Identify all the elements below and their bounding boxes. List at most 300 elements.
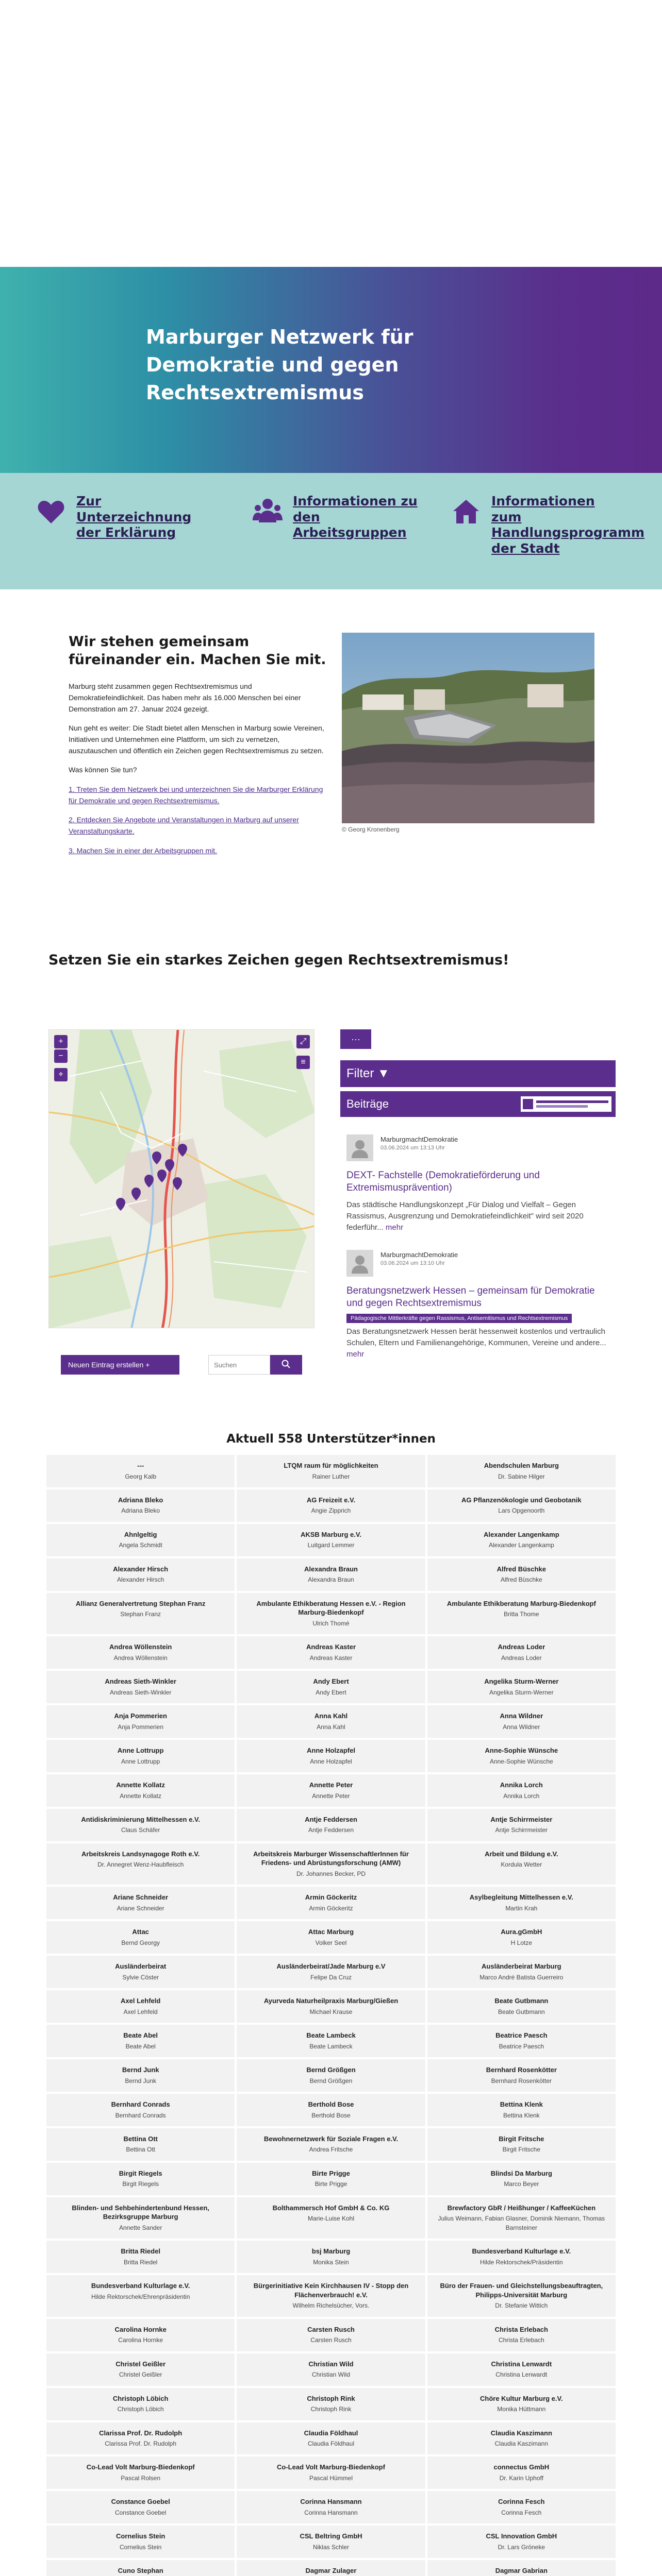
quicklink-declaration-label[interactable]: Zur Unterzeichnung der Erklärung [76, 494, 192, 540]
supporter-organization: Birte Prigge [312, 2169, 350, 2177]
supporter-name: Beate Abel [125, 2042, 156, 2050]
workgroups-link[interactable]: 3. Machen Sie in einer der Arbeitsgruppen mit. [69, 846, 217, 855]
supporter-card [46, 2526, 235, 2558]
supporter-card [46, 1740, 235, 1772]
supporter-organization: AKSB Marburg e.V. [300, 1530, 361, 1538]
supporter-card [46, 2025, 235, 2057]
supporter-card [427, 2128, 616, 2161]
supporter-name: Cornelius Stein [119, 2543, 162, 2551]
supporter-name: Christoph Löbich [117, 2405, 164, 2413]
supporter-card [46, 1524, 235, 1556]
supporter-organization: Christoph Löbich [112, 2394, 169, 2402]
supporter-organization: connectus GmbH [493, 2463, 550, 2471]
locate-icon[interactable]: ⌖ [54, 1068, 68, 1081]
quicklink-workgroups[interactable] [253, 494, 422, 541]
supporter-name: Beate Lambeck [309, 2042, 353, 2050]
supporter-organization: Ahnlgeltig [124, 1530, 157, 1538]
fullscreen-icon[interactable]: ⤢ [296, 1035, 310, 1048]
supporter-card [237, 2025, 425, 2057]
supporter-organization: Cornelius Stein [115, 2532, 166, 2540]
supporter-card [237, 2275, 425, 2316]
supporter-card [237, 1809, 425, 1841]
supporter-name: Pascal Hümmel [309, 2474, 353, 2482]
sign-title: Setzen Sie ein starkes Zeichen gegen Rechtsextremismus! [48, 952, 509, 968]
supporter-name: Monika Hüttmann [497, 2405, 546, 2413]
supporter-name: Andreas Loder [501, 1654, 542, 1662]
supporter-name: Birte Prigge [315, 2180, 347, 2188]
zoom-out-button[interactable]: − [54, 1049, 68, 1063]
supporter-organization: Arbeitskreis Marburger WissenschaftlerInnen für Friedens- und Abrüstungsforschung (AMW) [253, 1850, 409, 1867]
post-description-text: Das Beratungsnetzwerk Hessen berät hessenweit kostenlos und vertraulich Schulen, Eltern und Familienangehörige, Kommunen, Vereine und andere... [346, 1327, 606, 1347]
category-tag[interactable]: Pädagogische Mittlerkräfte gegen Rassismus, Antisemitismus und Rechtsextremismus [346, 1314, 572, 1323]
supporter-organization: Aura.gGmbH [501, 1928, 542, 1936]
quicklink-program[interactable] [451, 494, 645, 556]
intro-question: Was können Sie tun? [69, 766, 137, 774]
supporter-name: Corinna Hansmann [304, 2509, 358, 2516]
supporter-name: Corinna Fesch [501, 2509, 542, 2516]
supporter-card [46, 1671, 235, 1703]
avatar [346, 1250, 373, 1277]
supporter-name: Bettina Ott [126, 2146, 156, 2154]
event-map-link[interactable]: 2. Entdecken Sie Angebote und Veranstaltungen in Marburg auf unserer Veranstaltungskarte. [69, 816, 299, 836]
supporter-organization: Ariane Schneider [113, 1893, 169, 1902]
supporter-name: Pascal Rolsen [121, 2474, 161, 2482]
supporter-organization: Ayurveda Naturheilpraxis Marburg/Gießen [263, 1997, 399, 2005]
supporter-organization: Constance Goebel [111, 2498, 170, 2506]
supporter-organization: Bernhard Conrads [111, 2100, 170, 2108]
supporter-name: Annette Sander [119, 2224, 162, 2231]
supporter-organization: Ausländerbeirat/Jade Marburg e.V [276, 1962, 386, 1971]
hero-banner [0, 267, 662, 473]
supporter-card [46, 2163, 235, 2195]
supporter-organization: Arbeitskreis Landsynagoge Roth e.V. [81, 1850, 200, 1858]
supporter-name: Dr. Annegret Wenz-Haubfleisch [97, 1861, 184, 1869]
supporter-card [46, 1705, 235, 1738]
supporter-name: Rainer Luther [312, 1472, 350, 1480]
supporter-organization: Anna Wildner [500, 1712, 543, 1720]
supporter-name: Birgit Fritsche [502, 2146, 540, 2154]
supporter-card [427, 2025, 616, 2057]
supporter-organization: Büro der Frauen- und Gleichstellungsbeauftragten, Philipps-Universität Marburg [440, 2282, 603, 2299]
supporter-card [237, 1956, 425, 1988]
supporter-name: Dr. Sabine Hilger [498, 1472, 545, 1480]
zoom-in-button[interactable]: + [54, 1035, 68, 1048]
supporter-name: Hilde Rektorschek/Präsidentin [479, 2258, 563, 2266]
supporter-card [237, 1887, 425, 1919]
supporter-name: Martin Krah [505, 1904, 538, 1912]
supporter-organization: AG Freizeit e.V. [306, 1496, 356, 1504]
supporter-name: Angelika Sturm-Werner [489, 1688, 554, 1696]
quicklink-workgroups-label[interactable]: Informationen zu den Arbeitsgruppen [293, 494, 418, 540]
supporter-name: Bernd Junk [125, 2077, 157, 2084]
supporter-name: Volker Seel [315, 1939, 347, 1946]
supporter-organization: Attac [132, 1928, 149, 1936]
supporter-card [237, 1671, 425, 1703]
supporter-card [427, 2197, 616, 2239]
supporter-name: H Lotze [510, 1939, 532, 1946]
supporter-card [46, 1455, 235, 1487]
supporter-card [427, 1705, 616, 1738]
supporter-name: Anna Wildner [503, 1723, 540, 1731]
supporter-organization: Clarissa Prof. Dr. Rudolph [99, 2429, 183, 2437]
supporter-organization: Birgit Fritsche [499, 2134, 544, 2143]
supporter-organization: Anna Kahl [314, 1712, 348, 1720]
supporter-card [427, 1455, 616, 1487]
supporter-card [46, 1956, 235, 1988]
supporter-organization: Christian Wild [308, 2360, 354, 2368]
supporter-name: Stephan Franz [120, 1611, 161, 1618]
supporter-card [427, 1990, 616, 2023]
supporter-organization: Christel Geißler [115, 2360, 166, 2368]
supporter-card [237, 1843, 425, 1885]
supporter-organization: Ausländerbeirat Marburg [482, 1962, 561, 1971]
supporter-card [237, 2526, 425, 2558]
supporter-name: Dr. Lars Gröneke [498, 2543, 545, 2551]
supporter-name: Antje Feddersen [308, 1826, 354, 1834]
supporter-card [427, 1887, 616, 1919]
supporter-card [46, 1774, 235, 1807]
post-date: 03.06.2024 um 13:13 Uhr [380, 1145, 445, 1151]
supporter-organization: Beatrice Paesch [495, 2031, 548, 2040]
supporter-card [237, 2163, 425, 2195]
supporter-organization: AG Pflanzenökologie und Geobotanik [461, 1496, 582, 1504]
supporters-title: Aktuell 558 Unterstützer*innen [226, 1432, 436, 1446]
new-entry-button[interactable]: Neuen Eintrag erstellen + [61, 1355, 179, 1375]
supporter-name: Anne Holzapfel [310, 1757, 352, 1765]
supporter-organization: Arbeit und Bildung e.V. [485, 1850, 558, 1858]
supporter-name: Alexandra Braun [308, 1576, 354, 1584]
supporter-name: Beate Gutbmann [498, 2008, 545, 2015]
supporter-organization: Bundesverband Kulturlage e.V. [91, 2282, 190, 2290]
supporter-name: Marco Beyer [504, 2180, 539, 2188]
supporter-organization: Blinden- und Sehbehindertenbund Hessen, Bezirksgruppe Marburg [72, 2204, 209, 2221]
supporter-name: Andreas Sieth-Winkler [109, 1688, 172, 1696]
post-title[interactable]: DEXT- Fachstelle (Demokratieförderung und Extremismusprävention) [346, 1170, 540, 1194]
group-icon [253, 497, 283, 527]
supporter-card [46, 2241, 235, 2273]
supporter-card [237, 2197, 425, 2239]
supporter-organization: Dagmar Zulager [305, 2567, 357, 2575]
supporter-organization: Corinna Hansmann [300, 2498, 362, 2506]
supporter-name: Clarissa Prof. Dr. Rudolph [105, 2440, 177, 2448]
heart-icon [36, 497, 66, 527]
supporter-organization: Annette Peter [309, 1781, 353, 1789]
supporter-organization: Beate Abel [123, 2031, 158, 2040]
join-network-link[interactable]: 1. Treten Sie dem Netzwerk bei und unterzeichnen Sie die Marburger Erklärung für Demokratie und gegen Rechtsextremismus. [69, 785, 323, 805]
supporter-card [237, 1593, 425, 1634]
supporter-card [427, 1956, 616, 1988]
supporter-organization: Antidiskriminierung Mittelhessen e.V. [81, 1815, 200, 1823]
supporter-name: Sylvie Cöster [122, 1973, 159, 1981]
search-icon [282, 1360, 291, 1369]
supporter-name: Carsten Rusch [310, 2336, 352, 2344]
map-tiles[interactable] [49, 1030, 315, 1328]
supporter-card [237, 1774, 425, 1807]
map-toolbar [48, 1355, 315, 1381]
supporter-card [427, 2241, 616, 2273]
supporter-card [237, 2353, 425, 2386]
supporter-organization: Axel Lehfeld [121, 1997, 161, 2005]
supporter-organization: Bürgerinitiative Kein Kirchhausen IV - Stopp den Flächenverbrauch! e.V. [253, 2282, 409, 2299]
supporter-card [46, 2422, 235, 2455]
supporter-card [427, 1593, 616, 1634]
supporter-organization: Claudia Földhaul [304, 2429, 358, 2437]
supporter-name: Marie-Luise Kohl [307, 2215, 355, 2223]
supporter-name: Christoph Rink [310, 2405, 352, 2413]
supporter-name: Bernd Georgy [121, 1939, 160, 1946]
supporter-name: Kordula Wetter [501, 1861, 542, 1869]
supporter-name: Christa Erlebach [498, 2336, 544, 2344]
supporter-name: Michael Krause [309, 2008, 353, 2015]
post-description-text: Das städtische Handlungskonzept „Für Dialog und Vielfalt – Gegen Rassismus, Ausgrenzung und Demokratiefeindlichkeit" wird seit 2020 federführ... [346, 1200, 584, 1232]
supporter-card [46, 1887, 235, 1919]
post-title[interactable]: Beratungsnetzwerk Hessen – gemeinsam für Demokratie und gegen Rechtsextremismus [346, 1285, 595, 1309]
supporter-card [237, 2128, 425, 2161]
supporter-card [427, 1636, 616, 1669]
supporter-name: Luitgard Lemmer [307, 1541, 355, 1549]
supporter-name: Alexander Hirsch [117, 1576, 164, 1584]
quicklinks-bar [0, 473, 662, 589]
supporter-organization: CSL Beltring GmbH [300, 2532, 362, 2540]
supporter-organization: Bettina Klenk [500, 2100, 543, 2108]
supporter-name: Marco André Batista Guerreiro [479, 1973, 564, 1981]
supporter-organization: Bolthammersch Hof GmbH & Co. KG [272, 2204, 390, 2212]
supporter-name: Claus Schäfer [121, 1826, 160, 1834]
supporter-organization: Carsten Rusch [307, 2325, 355, 2333]
supporter-organization: Angelika Sturm-Werner [484, 1677, 559, 1686]
supporter-organization: Claudia Kaszimann [490, 2429, 552, 2437]
supporter-card [237, 2241, 425, 2273]
intro-heading: Wir stehen gemeinsam füreinander ein. Machen Sie mit. [69, 634, 326, 668]
supporter-organization: Andrea Wöllenstein [109, 1643, 172, 1651]
post-author: MarburgmachtDemokratie [380, 1251, 458, 1259]
supporter-card [46, 2059, 235, 2092]
supporter-card [237, 2422, 425, 2455]
supporter-organization: Alexandra Braun [304, 1565, 358, 1573]
supporter-card [427, 2388, 616, 2420]
supporter-organization: Antje Feddersen [305, 1815, 357, 1823]
read-more-link[interactable]: mehr [346, 1349, 365, 1359]
supporter-name: Berthold Bose [311, 2111, 351, 2119]
supporter-organization: Anja Pommerien [114, 1712, 167, 1720]
supporter-name: Georg Kalb [125, 1472, 157, 1480]
supporter-name: Andrea Fritsche [309, 2146, 353, 2154]
supporter-card [427, 2456, 616, 2489]
filter-toggle[interactable]: Filter ▼ [340, 1060, 616, 1087]
supporter-name: Andy Ebert [316, 1688, 346, 1696]
supporter-name: Monika Stein [313, 2258, 349, 2266]
supporter-organization: Corinna Fesch [498, 2498, 545, 2506]
supporter-organization: Chöre Kultur Marburg e.V. [480, 2394, 563, 2402]
demonstration-photo [342, 633, 594, 823]
supporter-organization: Ambulante Ethikberatung Marburg-Biedenkopf [446, 1599, 596, 1607]
supporter-organization: Andreas Sieth-Winkler [105, 1677, 176, 1686]
supporter-name: Andreas Kaster [309, 1654, 353, 1662]
supporter-card [237, 2059, 425, 2092]
layers-icon[interactable]: ≡ [296, 1056, 310, 1069]
supporter-card [237, 2560, 425, 2576]
supporter-card [427, 1558, 616, 1591]
supporter-organization: Alfred Büschke [496, 1565, 547, 1573]
supporter-organization: Bewohnernetzwerk für Soziale Fragen e.V. [263, 2134, 399, 2143]
more-options-button[interactable]: ··· [340, 1029, 371, 1049]
supporter-name: Armin Göckeritz [309, 1904, 353, 1912]
supporter-name: Claudia Kaszimann [494, 2440, 549, 2448]
supporter-card [46, 1636, 235, 1669]
supporter-card [46, 1558, 235, 1591]
supporter-organization: Bernhard Rosenkötter [486, 2066, 557, 2074]
supporter-name: Angie Zipprich [311, 1507, 351, 1515]
supporter-name: Christian Wild [311, 2371, 350, 2379]
supporter-organization: Andy Ebert [313, 1677, 349, 1686]
logo-badge [521, 1096, 611, 1112]
posts-header-label: Beiträge [346, 1097, 389, 1110]
supporter-organization: Dagmar Gabrian [495, 2567, 548, 2575]
supporter-organization: Armin Göckeritz [305, 1893, 357, 1902]
supporter-name: Wilhelm Richelsücher, Vors. [292, 2302, 370, 2310]
supporter-card [46, 1843, 235, 1885]
supporter-organization: Annette Kollatz [116, 1781, 165, 1789]
supporter-card [427, 2422, 616, 2455]
supporter-name: Alfred Büschke [500, 1576, 542, 1584]
supporter-card [427, 2094, 616, 2126]
supporter-card [427, 2163, 616, 2195]
supporter-card [46, 2456, 235, 2489]
supporter-card [237, 1524, 425, 1556]
supporter-card [237, 2094, 425, 2126]
supporter-organization: Bettina Ott [123, 2134, 158, 2143]
supporter-name: Annette Kollatz [120, 1792, 162, 1800]
supporter-name: Christel Geißler [119, 2371, 162, 2379]
supporter-organization: Beate Gutbmann [494, 1997, 549, 2005]
supporter-organization: Ausländerbeirat [115, 1962, 167, 1971]
intro-list-item [69, 815, 326, 837]
quicklink-program-label[interactable]: Informationen zum Handlungsprogramm der Stadt [491, 494, 645, 556]
supporter-organization: Andreas Loder [498, 1643, 545, 1651]
supporter-card [237, 2388, 425, 2420]
supporter-organization: Anne Lottrupp [117, 1747, 164, 1755]
supporter-name: Britta Riedel [123, 2258, 158, 2266]
supporters-grid [46, 1455, 616, 2576]
post-card[interactable] [340, 1134, 616, 1238]
intro-paragraph: Marburg steht zusammen gegen Rechtsextremismus und Demokratiefeindlichkeit. Das haben mehr als 16.000 Menschen bei einer Demonstration am 27. Januar 2024 gezeigt. [69, 682, 301, 713]
supporter-organization: Christina Lenwardt [491, 2360, 552, 2368]
supporter-card [237, 1489, 425, 1522]
supporter-card [237, 2319, 425, 2351]
supporter-card [237, 1558, 425, 1591]
photo-caption: © Georg Kronenberg [342, 826, 400, 833]
post-description [346, 1326, 609, 1360]
post-date: 03.06.2024 um 13:10 Uhr [380, 1260, 445, 1266]
supporter-name: Constance Goebel [114, 2509, 167, 2516]
supporter-organization: Bundesverband Kulturlage e.V. [472, 2247, 571, 2256]
supporter-name: Alexander Langenkamp [488, 1541, 554, 1549]
supporter-organization: Annika Lorch [500, 1781, 543, 1789]
supporter-card [427, 1524, 616, 1556]
supporter-organization: Attac Marburg [308, 1928, 354, 1936]
supporter-card [46, 2560, 235, 2576]
post-author: MarburgmachtDemokratie [380, 1136, 458, 1143]
home-icon [451, 497, 481, 527]
supporter-card [237, 1921, 425, 1954]
supporter-name: Julius Weimann, Fabian Glasner, Dominik Niemann, Thomas Barnsteiner [438, 2215, 605, 2231]
supporter-card [46, 2319, 235, 2351]
supporter-card [46, 2353, 235, 2386]
intro-list-item [69, 784, 326, 806]
quicklink-declaration[interactable] [36, 494, 205, 541]
supporter-card [237, 1705, 425, 1738]
supporter-organization: Bernd Junk [122, 2066, 159, 2074]
posts-header [340, 1091, 616, 1117]
supporter-name: Niklas Schler [312, 2543, 349, 2551]
supporter-card [46, 2197, 235, 2239]
supporter-organization: Co-Lead Volt Marburg-Biedenkopf [86, 2463, 195, 2471]
supporter-name: Annette Peter [312, 1792, 350, 1800]
supporter-organization: Berthold Bose [308, 2100, 354, 2108]
supporter-card [427, 2526, 616, 2558]
supporter-name: Birgit Riegels [122, 2180, 159, 2188]
supporter-organization: Ambulante Ethikberatung Hessen e.V. - Region Marburg-Biedenkopf [256, 1599, 406, 1617]
supporter-name: Annika Lorch [503, 1792, 540, 1800]
supporter-card [46, 2388, 235, 2420]
map-search-input[interactable] [208, 1355, 270, 1375]
supporter-name: Dr. Karin Uphoff [499, 2474, 543, 2482]
user-icon [346, 1250, 373, 1277]
supporter-organization: Adriana Bleko [118, 1496, 163, 1504]
search-button[interactable] [270, 1355, 302, 1375]
supporter-card [237, 2456, 425, 2489]
supporter-name: Antje Schirrmeister [495, 1826, 548, 1834]
supporter-card [427, 1671, 616, 1703]
supporter-name: Adriana Bleko [121, 1507, 160, 1515]
network-logo-icon [521, 1096, 611, 1112]
supporter-organization: Co-Lead Volt Marburg-Biedenkopf [277, 2463, 385, 2471]
supporter-card [46, 2275, 235, 2316]
supporter-organization: Blindsi Da Marburg [490, 2169, 552, 2177]
supporter-card [237, 1990, 425, 2023]
supporter-name: Claudia Földhaul [307, 2440, 355, 2448]
user-icon [346, 1134, 373, 1161]
supporter-organization: Anne-Sophie Wünsche [485, 1747, 558, 1755]
supporter-organization: Alexander Langenkamp [484, 1530, 559, 1538]
supporter-name: Dr. Stefanie Wittich [495, 2302, 548, 2310]
intro-list-item [69, 845, 326, 857]
supporter-card [427, 2560, 616, 2576]
post-card[interactable] [340, 1250, 616, 1374]
supporter-organization: bsj Marburg [311, 2247, 351, 2256]
read-more-link[interactable]: mehr [385, 1223, 404, 1232]
supporter-organization: Andreas Kaster [306, 1643, 356, 1651]
event-map[interactable] [48, 1029, 315, 1328]
supporter-name: Andrea Wöllenstein [113, 1654, 168, 1662]
supporter-name: Axel Lehfeld [123, 2008, 158, 2015]
supporter-organization: Asylbegleitung Mittelhessen e.V. [469, 1893, 573, 1902]
supporter-card [46, 2128, 235, 2161]
supporter-organization: Alexander Hirsch [113, 1565, 169, 1573]
supporter-card [427, 2491, 616, 2523]
supporter-organization: --- [137, 1462, 144, 1469]
supporter-card [46, 1489, 235, 1522]
supporter-organization: Cuno Stephan [118, 2567, 163, 2575]
supporter-name: Anne-Sophie Wünsche [489, 1757, 553, 1765]
avatar [346, 1134, 373, 1161]
supporter-card [427, 2275, 616, 2316]
supporter-name: Anne Lottrupp [121, 1757, 160, 1765]
supporter-organization: CSL Innovation GmbH [486, 2532, 557, 2540]
supporter-name: Christina Lenwardt [495, 2371, 548, 2379]
supporter-name: Ariane Schneider [117, 1904, 164, 1912]
supporter-card [237, 2491, 425, 2523]
